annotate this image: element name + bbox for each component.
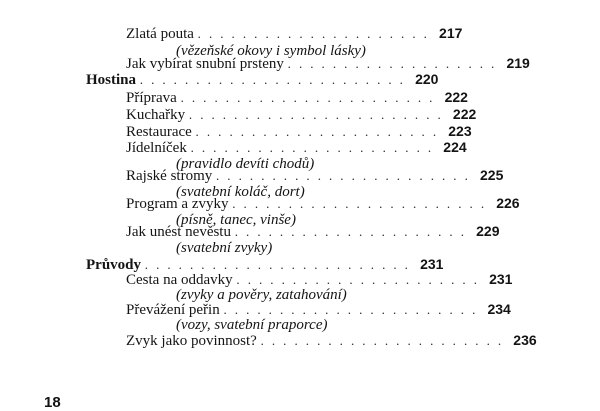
- leader-dots: . . . . . . . . . . . . . . . . . . . . . . .: [216, 168, 471, 183]
- leader-dots: . . . . . . . . . . . . . . . . . . . . . . .: [188, 107, 444, 122]
- entry-page: 225: [480, 167, 504, 183]
- entry-subtitle: (vozy, svatební praporce): [176, 317, 328, 333]
- entry-page: 229: [476, 223, 500, 239]
- entry-subtitle: (pravidlo devíti chodů): [176, 156, 315, 172]
- leader-dots: . . . . . . . . . . . . . . . . . . . . . . . .: [144, 257, 411, 272]
- entry-title: Zvyk jako povinnost?: [126, 333, 257, 349]
- leader-dots: . . . . . . . . . . . . . . . . . . . . . . .: [180, 90, 435, 105]
- entry-subtitle: (písně, tanec, vinše): [176, 212, 296, 228]
- leader-dots: . . . . . . . . . . . . . . . . . . . . . . .: [223, 302, 478, 317]
- leader-dots: . . . . . . . . . . . . . . . . . . . . . . .: [232, 196, 487, 211]
- entry-title: Převážení peřin: [126, 302, 220, 318]
- entry-page: 231: [420, 256, 444, 272]
- leader-dots: . . . . . . . . . . . . . . . . . . . . . .: [260, 333, 504, 348]
- leader-dots: . . . . . . . . . . . . . . . . . . . . . .: [236, 272, 480, 287]
- entry-title: Kuchařky: [126, 107, 186, 123]
- entry-page: 226: [496, 195, 520, 211]
- entry-page: 224: [443, 139, 467, 155]
- leader-dots: . . . . . . . . . . . . . . . . . . . . . .: [195, 124, 439, 139]
- leader-dots: . . . . . . . . . . . . . . . . . . . . .: [197, 26, 430, 41]
- entry-title: Rajské stromy: [126, 168, 213, 184]
- leader-dots: . . . . . . . . . . . . . . . . . . . . . .: [190, 140, 434, 155]
- entry-subtitle: (svatební koláč, dort): [176, 184, 305, 200]
- entry-page: 219: [506, 55, 530, 71]
- leader-dots: . . . . . . . . . . . . . . . . . . . . .: [234, 224, 467, 239]
- entry-subtitle: (svatební zvyky): [176, 240, 273, 256]
- entry-page: 222: [452, 106, 477, 122]
- entry-title: Příprava: [126, 90, 177, 106]
- section-title: Průvody: [86, 257, 142, 273]
- entry-page: 222: [444, 89, 468, 105]
- entry-page: 217: [439, 25, 463, 41]
- entry-title: Cesta na oddavky: [126, 272, 233, 288]
- entry-title: Zlatá pouta: [126, 26, 194, 42]
- toc-entry-zvyk-jako-povinnost: [126, 329, 537, 351]
- entry-page: 223: [448, 123, 472, 139]
- section-title: Hostina: [86, 72, 137, 88]
- entry-title: Jídelníček: [126, 140, 187, 156]
- entry-page: 234: [487, 301, 511, 317]
- leader-dots: . . . . . . . . . . . . . . . . . . .: [287, 56, 497, 71]
- entry-page: 236: [513, 332, 537, 348]
- entry-subtitle: (vězeňské okovy i symbol lásky): [176, 43, 366, 59]
- entry-title: Program a zvyky: [126, 196, 229, 212]
- entry-title: Jak vybírat snubní prsteny: [126, 56, 284, 72]
- entry-page: 231: [489, 271, 513, 287]
- entry-page: 220: [415, 71, 439, 87]
- page-number: 18: [44, 394, 61, 411]
- entry-title: Restaurace: [126, 124, 192, 140]
- entry-title: Jak unést nevěstu: [126, 224, 231, 240]
- leader-dots: . . . . . . . . . . . . . . . . . . . . . . . .: [139, 72, 406, 87]
- entry-subtitle: (zvyky a pověry, zatahování): [176, 287, 347, 303]
